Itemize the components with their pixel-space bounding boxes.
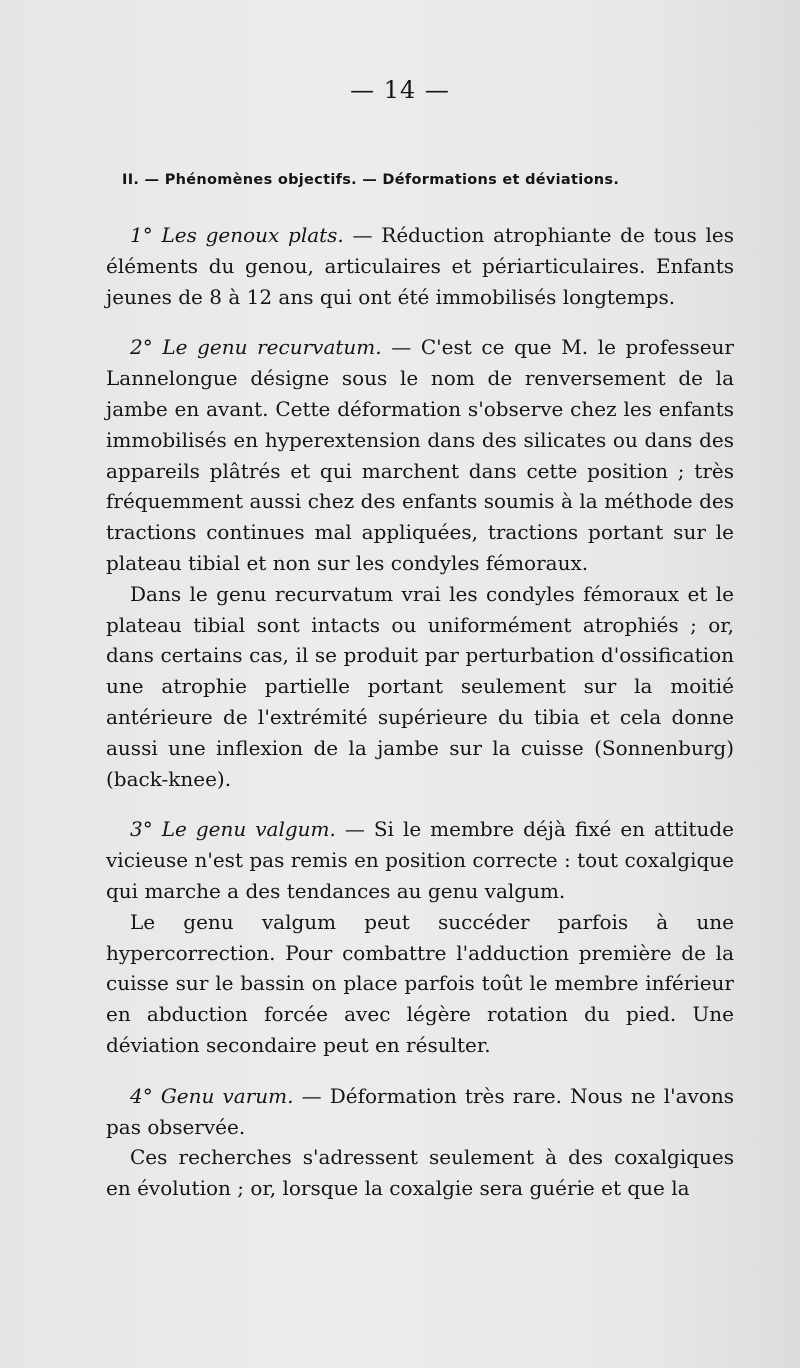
paragraph-recurvatum-vrai [106, 579, 734, 795]
paragraph-genu-recurvatum [106, 332, 734, 578]
paragraph-text: — Si le membre déjà fixé en attitude vicieuse n'est pas remis en position correcte : tout coxalgique qui marche a des tendances au genu valgum. [106, 817, 734, 903]
page-number: — 14 — [350, 76, 450, 104]
body-text [106, 220, 734, 1204]
paragraph-text: Ces recherches s'adressent seulement à des coxalgiques en évolution ; or, lorsque la coxalgie sera guérie et que la [106, 1145, 734, 1201]
paragraph-text: Dans le genu recurvatum vrai les condyles fémoraux et le plateau tibial sont intacts ou uniformément atrophiés ; or, dans certains cas, il se produit par perturbation d'ossification une atrophie partielle portant seulement sur la moitié antérieure de l'extrémité supérieure du tibia et cela donne aussi une inflexion de la jambe sur la cuisse (Sonnenburg) (back-knee). [106, 581, 734, 791]
paragraph-genu-valgum [106, 814, 734, 906]
paragraph-lead: 1° Les genoux plats. [130, 223, 344, 247]
paragraph-lead: 3° Le genu valgum. [130, 817, 336, 842]
section-heading: II. — Phénomènes objectifs. — Déformations et déviations. [122, 172, 620, 188]
paragraph-lead: 2° Le genu recurvatum. [130, 335, 382, 360]
paragraph-genoux-plats [106, 220, 734, 312]
paragraph-lead: 4° Genu varum. [130, 1083, 294, 1108]
paragraph-text: — Déformation très rare. Nous ne l'avons pas observée. [106, 1083, 734, 1139]
paragraph-recherches [106, 1142, 734, 1204]
paragraph-valgum-hypercorrection [106, 907, 734, 1061]
paragraph-text: — C'est ce que M. le professeur Lannelongue désigne sous le nom de renversement de la jambe en avant. Cette déformation s'observe chez les enfants immobilisés en hyperextension dans des silicates ou dans des appareils plâtrés et qui marchent dans cette position ; très fréquemment aussi chez des enfants soumis à la méthode des tractions continues mal appliquées, tractions portant sur le plateau tibial et non sur les condyles fémoraux. [106, 335, 734, 575]
paragraph-text: Le genu valgum peut succéder parfois à une hypercorrection. Pour combattre l'adduction première de la cuisse sur le bassin on place parfois toût le membre inférieur en abduction forcée avec légère rotation du pied. Une déviation secondaire peut en résulter. [106, 909, 734, 1057]
paragraph-genu-varum [106, 1081, 734, 1143]
paragraph-text: — Réduction atrophiante de tous les éléments du genou, articulaires et périarticulaires. Enfants jeunes de 8 à 12 ans qui ont été immobilisés longtemps. [106, 223, 734, 309]
